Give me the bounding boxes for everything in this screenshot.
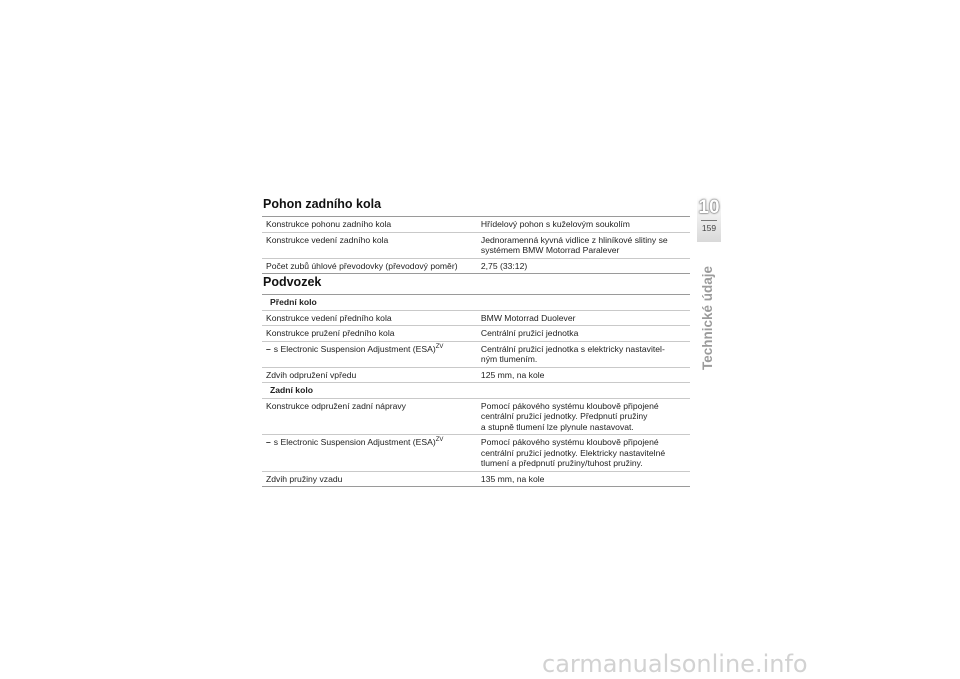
row-value: 135 mm, na kole (477, 471, 690, 487)
row-value (477, 435, 690, 472)
row-value (477, 398, 690, 435)
row-label: Konstrukce pružení předního kola (262, 326, 477, 342)
row-value: Hřídelový pohon s kuželovým soukolím (477, 217, 690, 232)
row-label: Počet zubů úhlové převodovky (převodový poměr) (262, 258, 477, 274)
value-line: centrální pružicí jednotky. Předpnutí pružiny (480, 411, 648, 421)
row-label: Konstrukce odpružení zadní nápravy (262, 398, 477, 435)
row-value (477, 232, 690, 258)
value-line: ným tlumením. (480, 354, 538, 364)
row-label: Konstrukce vedení předního kola (262, 310, 477, 326)
watermark: carmanualsonline.info (542, 650, 808, 678)
row-value: 2,75 (33:12) (477, 258, 690, 274)
row-label (262, 435, 477, 472)
option-marker: ZV (435, 343, 444, 350)
row-label: Zdvih odpružení vpředu (262, 367, 477, 383)
option-label: s Electronic Suspension Adjustment (ESA) (273, 437, 436, 447)
row-value: Centrální pružicí jednotka (477, 326, 690, 342)
row-value: 125 mm, na kole (477, 367, 690, 383)
section-title-chassis: Podvozek (263, 275, 322, 289)
value-line: Centrální pružicí jednotka s elektricky nastavitel- (480, 343, 665, 354)
chapter-number: 10 (698, 197, 720, 218)
table-row (262, 341, 690, 367)
table-row (262, 435, 690, 472)
row-value: BMW Motorrad Duolever (477, 310, 690, 326)
chassis-table (262, 295, 690, 487)
row-label: Konstrukce vedení zadního kola (262, 232, 477, 258)
table-subheading (262, 295, 690, 310)
table-row (262, 232, 690, 258)
page-number: 159 (701, 223, 717, 233)
row-value (477, 341, 690, 367)
table-row (262, 326, 690, 342)
option-label: s Electronic Suspension Adjustment (ESA) (273, 343, 436, 354)
value-line: centrální pružicí jednotky. Elektricky nastavitelné (480, 447, 666, 458)
row-label (262, 341, 477, 367)
row-label: Zdvih pružiny vzadu (262, 471, 477, 487)
spec-content (262, 196, 690, 487)
table-row (262, 367, 690, 383)
value-line: tlumení a předpnutí pružiny/tuhost pružiny. (480, 458, 643, 468)
chapter-side-title: Technické údaje (700, 265, 715, 370)
subheading-front-wheel: Přední kolo (262, 295, 690, 310)
table-row (262, 258, 690, 274)
value-line: Jednoramenná kyvná vidlice z hliníkové slitiny se (480, 234, 668, 245)
table-row (262, 471, 690, 487)
value-line: Pomocí pákového systému kloubově připojené (480, 400, 659, 411)
option-marker: ZV (435, 437, 444, 443)
chapter-divider (701, 220, 717, 221)
table-row (262, 217, 690, 232)
subheading-rear-wheel: Zadní kolo (262, 383, 690, 399)
table-subheading (262, 383, 690, 399)
row-label: Konstrukce pohonu zadního kola (262, 217, 477, 232)
chapter-tab (697, 196, 721, 242)
table-row (262, 398, 690, 435)
option-dash-icon: – (266, 437, 271, 447)
value-line: systémem BMW Motorrad Paralever (480, 245, 620, 255)
section-title-rear-drive: Pohon zadního kola (263, 197, 382, 211)
value-line: a stupně tlumení lze plynule nastavovat. (480, 421, 634, 432)
rear-drive-table (262, 217, 690, 274)
table-row (262, 310, 690, 326)
option-dash-icon: – (266, 343, 271, 354)
value-line: Pomocí pákového systému kloubově připojené (480, 437, 659, 447)
